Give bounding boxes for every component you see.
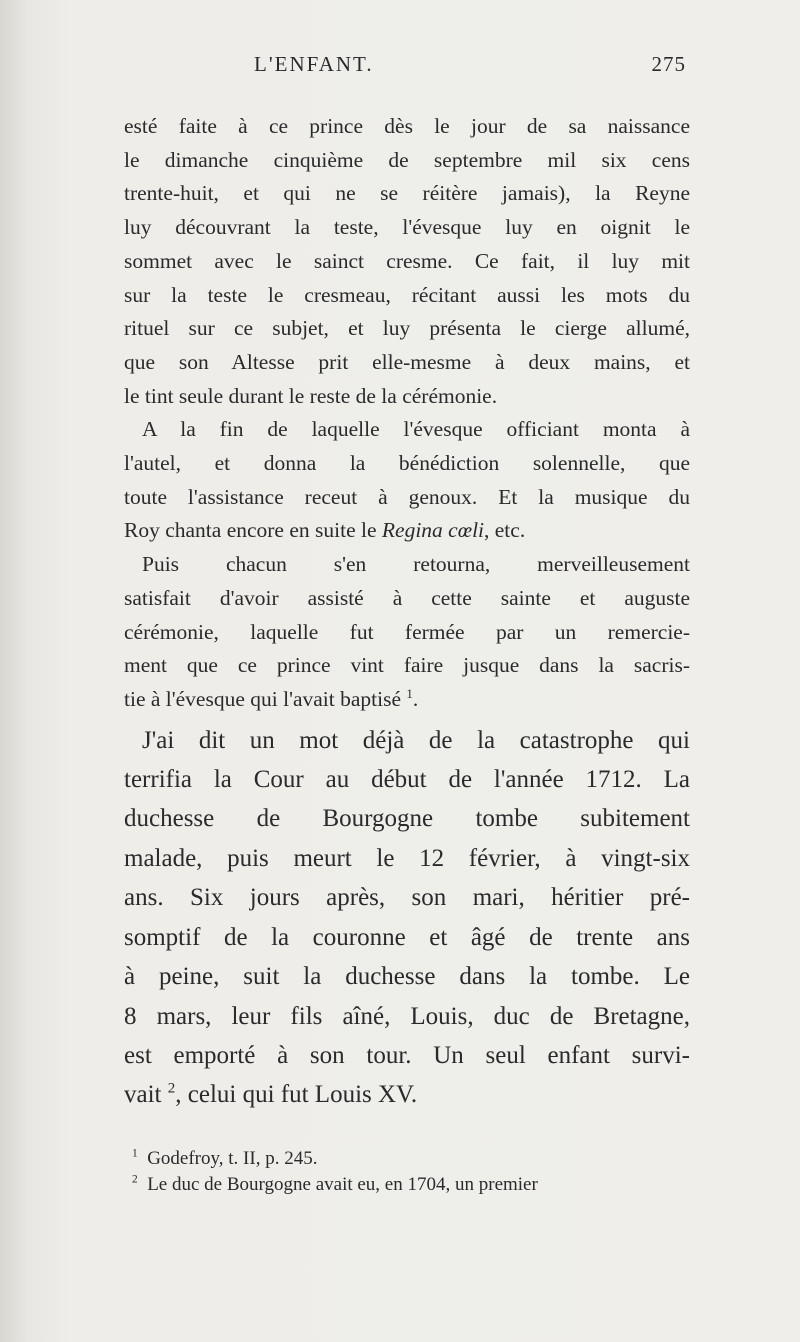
text-line: rituel sur ce subjet, et luy présenta le cierge allumé, xyxy=(124,316,690,341)
text-line: cérémonie, laquelle fut fermée par un remercie- xyxy=(124,619,690,644)
text-line: 8 mars, leur fils aîné, Louis, duc de Bretagne, xyxy=(124,1002,690,1030)
text-line: esté faite à ce prince dès le jour de sa naissance xyxy=(124,114,690,138)
italic-title: Regina cœli xyxy=(381,518,485,543)
text-line: luy découvrant la teste, l'évesque luy en oignit le xyxy=(124,215,690,240)
text-segment: , celui qui fut Louis XV. xyxy=(175,1081,418,1109)
text-segment: vait xyxy=(124,1081,162,1109)
text-line: Puis chacun s'en retourna, merveilleusement xyxy=(142,552,690,577)
text-segment: . xyxy=(412,686,419,711)
text-line: le dimanche cinquième de septembre mil six cens xyxy=(124,147,690,172)
footnote-ref: 2 xyxy=(167,1080,176,1097)
text-line: sur la teste le cresmeau, récitant aussi les mots du xyxy=(124,282,690,307)
paragraph-3 xyxy=(124,548,690,717)
footnotes xyxy=(132,1146,692,1198)
text-line: que son Altesse prit elle-mesme à deux mains, et xyxy=(124,349,690,374)
text-line: malade, puis meurt le 12 février, à vingt-six xyxy=(124,844,690,872)
text-line: trente-huit, et qui ne se réitère jamais), la Reyne xyxy=(124,181,690,206)
quoted-passage xyxy=(124,110,690,717)
text-segment: , etc. xyxy=(484,518,526,543)
running-title: L'ENFANT. xyxy=(254,52,374,76)
text-line: J'ai dit un mot déjà de la catastrophe qui xyxy=(142,726,690,754)
text-line: est emporté à son tour. Un seul enfant survi- xyxy=(124,1041,690,1069)
text-line: sommet avec le sainct cresme. Ce fait, il luy mit xyxy=(124,248,690,273)
paragraph-2 xyxy=(124,413,690,548)
page-number: 275 xyxy=(651,52,686,76)
text-segment: Roy chanta encore en suite le xyxy=(124,518,382,543)
body-text xyxy=(124,110,690,1115)
text-line: toute l'assistance receut à genoux. Et la musique du xyxy=(124,484,690,509)
text-line: ans. Six jours après, son mari, héritier pré- xyxy=(124,884,690,912)
footnote-mark: 1 xyxy=(132,1147,138,1160)
text-line xyxy=(124,683,690,717)
text-line: terrifia la Cour au début de l'année 1712. La xyxy=(124,766,690,794)
footnote-text: Godefroy, t. II, p. 245. xyxy=(147,1148,318,1169)
paragraph-4 xyxy=(124,721,690,1115)
text-line: A la fin de laquelle l'évesque officiant monta à xyxy=(142,417,690,442)
text-line: duchesse de Bourgogne tombe subitement xyxy=(124,805,690,833)
text-line xyxy=(124,514,690,548)
page-header xyxy=(126,52,686,82)
text-line: ment que ce prince vint faire jusque dans la sacris- xyxy=(124,653,690,678)
text-segment: tie à l'évesque qui l'avait baptisé xyxy=(124,686,402,711)
text-line: somptif de la couronne et âgé de trente ans xyxy=(124,923,690,951)
main-passage xyxy=(124,721,690,1115)
paragraph-1 xyxy=(124,110,690,413)
text-line xyxy=(124,1075,690,1114)
text-line: à peine, suit la duchesse dans la tombe. Le xyxy=(124,963,690,991)
text-line: le tint seule durant le reste de la cérémonie. xyxy=(124,383,498,408)
footnote xyxy=(132,1172,692,1198)
text-line: l'autel, et donna la bénédiction solennelle, que xyxy=(124,451,690,476)
footnote-ref: 1 xyxy=(406,686,413,701)
footnote-mark: 2 xyxy=(132,1173,138,1186)
text-line: satisfait d'avoir assisté à cette sainte et auguste xyxy=(124,585,690,610)
footnote-text: Le duc de Bourgogne avait eu, en 1704, un premier xyxy=(147,1174,538,1195)
footnote xyxy=(132,1146,692,1172)
